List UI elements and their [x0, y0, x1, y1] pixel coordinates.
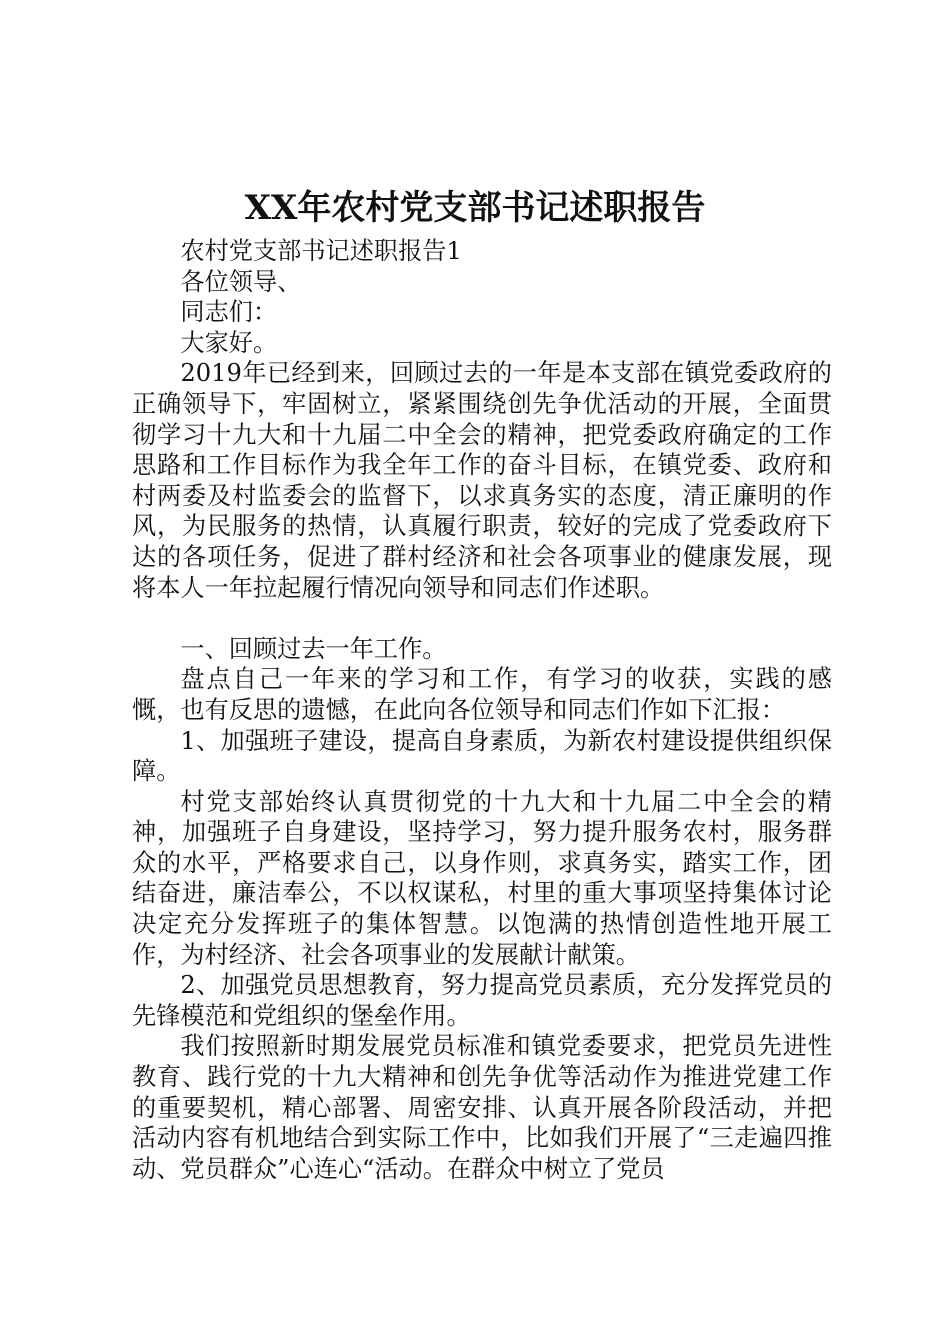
paragraph-intro: 2019年已经到来，回顾过去的一年是本支部在镇党委政府的正确领导下，牢固树立，紧紧围绕创先争优活动的开展，全面贯彻学习十九大和十九届二中全会的精神，把党委政府确定的工作思路和工作目标作为我全年工作的奋斗目标，在镇党委、政府和村两委及村监委会的监督下，以求真务实的态度，清正廉明的作风，为民服务的热情，认真履行职责，较好的完成了党委政府下达的各项任务，促进了群村经济和社会各项事业的健康发展，现将本人一年拉起履行情况向领导和同志们作述职。 [132, 359, 832, 602]
subheading-team-building: 1、加强班子建设，提高自身素质，为新农村建设提供组织保障。 [132, 726, 832, 786]
paragraph-review: 盘点自己一年来的学习和工作，有学习的收获，实践的感慨，也有反思的遗憾，在此向各位领导和同志们作如下汇报： [132, 665, 832, 724]
paragraph-salutation-comrades: 同志们： [180, 298, 278, 327]
document-title: XX年农村党支部书记述职报告 [244, 188, 706, 228]
paragraph-salutation-leaders: 各位领导、 [180, 267, 302, 296]
section-heading-review: 一、回顾过去一年工作。 [180, 634, 447, 663]
paragraph-team-building: 村党支部始终认真贯彻党的十九大和十九届二中全会的精神，加强班子自身建设，坚持学习，努力提升服务农村，服务群众的水平，严格要求自己，以身作则，求真务实，踏实工作，团结奋进，廉洁奉公，不以权谋私，村里的重大事项坚持集体讨论决定充分发挥班子的集体智慧。以饱满的热情创造性地开展工作，为村经济、社会各项事业的发展献计献策。 [132, 787, 832, 969]
paragraph-greeting: 大家好。 [180, 328, 278, 357]
paragraph-party-education: 我们按照新时期发展党员标准和镇党委要求，把党员先进性教育、践行党的十九大精神和创先争优等活动作为推进党建工作的重要契机，精心部署、周密安排、认真开展各阶段活动，并把活动内容有机地结合到实际工作中，比如我们开展了“三走遍四推动、党员群众”心连心“活动。在群众中树立了党员 [132, 1032, 832, 1183]
subheading-party-education: 2、加强党员思想教育，努力提高党员素质，充分发挥党员的先锋模范和党组织的堡垒作用。 [132, 971, 832, 1030]
paragraph-heading: 农村党支部书记述职报告1 [180, 237, 462, 265]
document-body [132, 236, 832, 1184]
